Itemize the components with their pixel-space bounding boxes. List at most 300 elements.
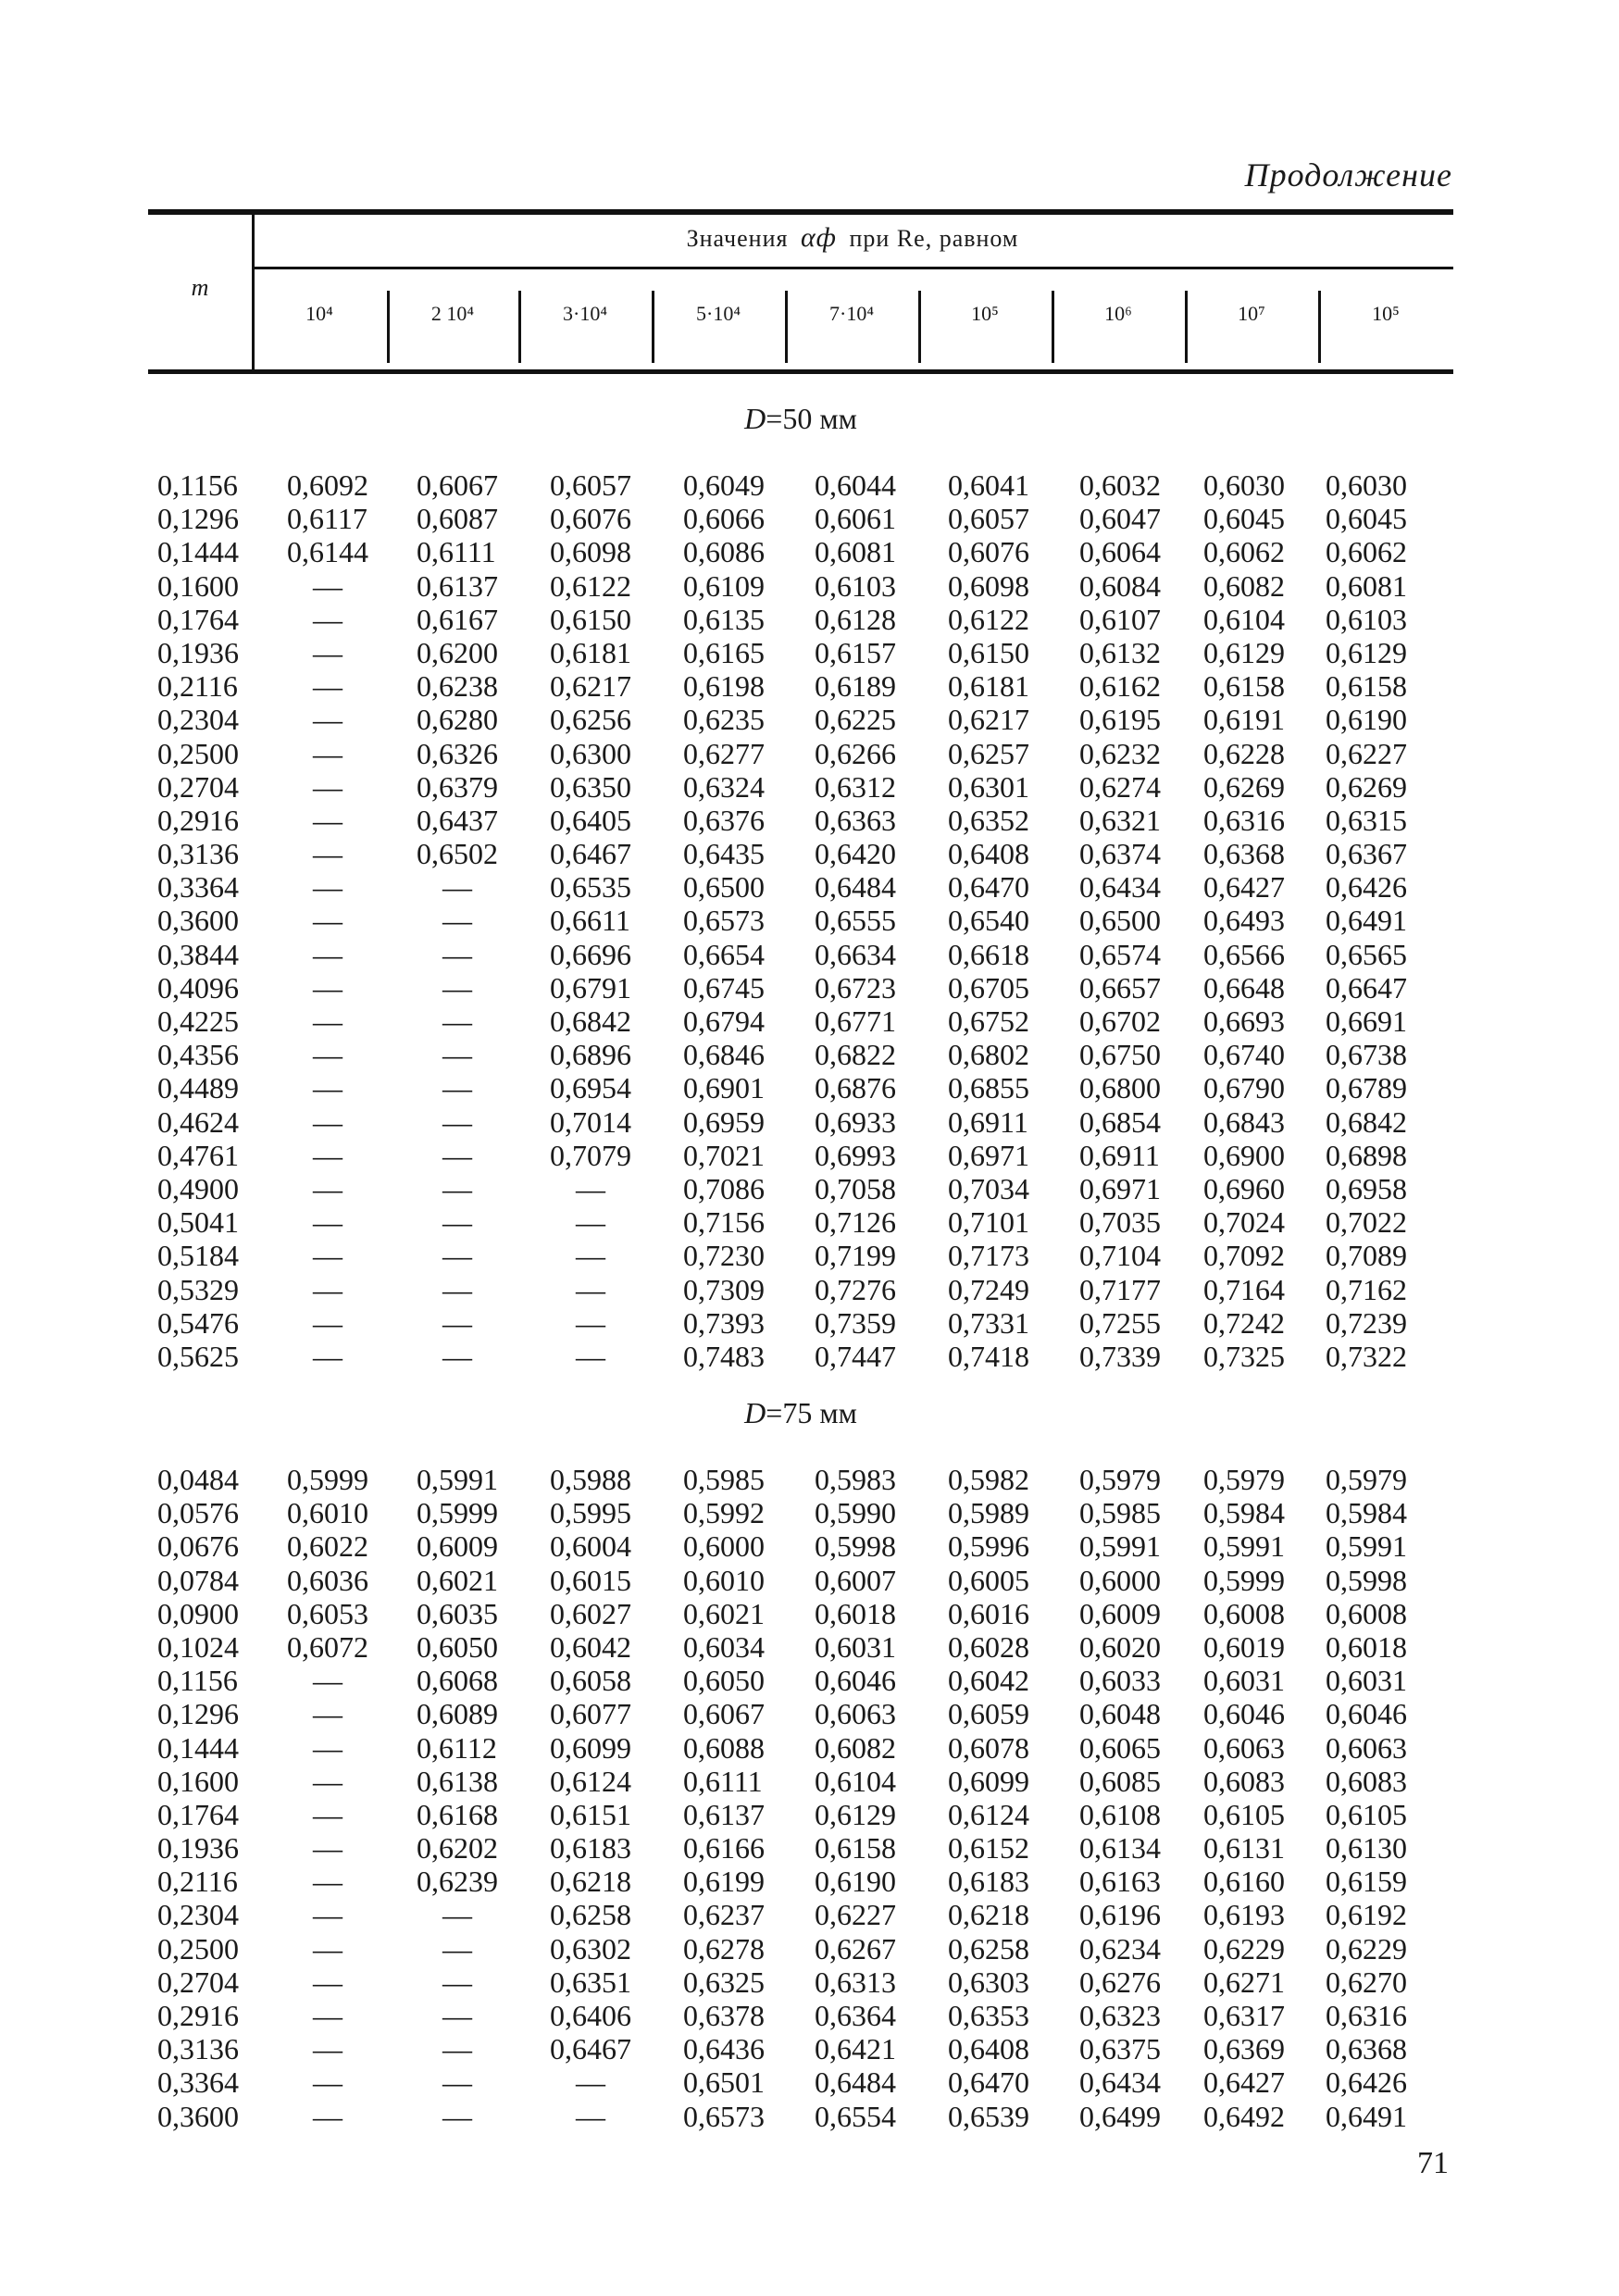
cell-alpha: 0,7162 [1326,1272,1407,1306]
cell-m: 0,5329 [157,1272,239,1306]
cell-alpha: 0,6277 [683,736,765,770]
cell-alpha: 0,7104 [1079,1239,1161,1273]
cell-alpha: 0,5988 [550,1463,631,1496]
cell-alpha: — [313,1999,342,2032]
cell-m: 0,1600 [157,568,239,603]
cell-alpha: 0,6315 [1326,803,1407,837]
cell-alpha: 0,6044 [815,468,896,502]
cell-alpha: 0,6202 [417,1831,498,1866]
cell-alpha: 0,7089 [1326,1239,1407,1273]
section-title-d75 [148,1396,1453,1430]
cell-alpha: 0,5999 [417,1496,498,1530]
cell-alpha: 0,6086 [683,535,765,569]
table-row [157,1865,1453,1898]
table-row [157,804,1453,837]
cell-alpha: 0,6083 [1326,1764,1407,1798]
column-header-re: 10⁵ [1372,302,1400,325]
cell-alpha: — [313,1205,342,1240]
cell-alpha: 0,6065 [1079,1730,1161,1765]
cell-alpha: 0,6076 [948,535,1029,569]
cell-alpha: 0,6048 [1079,1697,1161,1731]
cell-alpha: 0,6269 [1326,769,1407,804]
cell-alpha: 0,6958 [1326,1171,1407,1205]
cell-alpha: 0,5983 [815,1463,896,1496]
cell-alpha: — [442,2099,472,2133]
cell-alpha: 0,5989 [948,1496,1029,1530]
cell-alpha: 0,6168 [417,1797,498,1831]
cell-alpha: — [576,1272,605,1306]
column-header-re: 10⁴ [305,302,333,325]
cell-alpha: — [442,1004,472,1038]
cell-alpha: 0,5991 [1079,1529,1161,1564]
cell-alpha: — [442,904,472,938]
cell-alpha: — [313,1797,342,1831]
cell-alpha: 0,6053 [287,1596,368,1630]
table-row [157,1697,1453,1730]
cell-alpha: 0,6150 [550,602,631,636]
cell-m: 0,1936 [157,1831,239,1866]
cell-alpha: 0,6499 [1079,2099,1161,2133]
cell-alpha: 0,6018 [815,1596,896,1630]
cell-alpha: 0,6406 [550,1999,631,2032]
cell-alpha: 0,6041 [948,468,1029,502]
cell-alpha: 0,5979 [1203,1463,1285,1496]
cell-alpha: — [313,803,342,837]
cell-alpha: 0,6022 [287,1529,368,1564]
cell-alpha: 0,6467 [550,837,631,871]
cell-alpha: 0,6267 [815,1931,896,1965]
table-row [157,502,1453,535]
table-row [157,2065,1453,2099]
cell-alpha: 0,5998 [1326,1563,1407,1597]
cell-alpha: 0,6083 [1203,1764,1285,1798]
cell-alpha: 0,7092 [1203,1239,1285,1273]
cell-alpha: 0,6378 [683,1999,765,2032]
section-title-value: =50 мм [766,402,857,435]
cell-alpha: 0,7309 [683,1272,765,1306]
cell-alpha: 0,6618 [948,937,1029,971]
cell-alpha: 0,6162 [1079,669,1161,704]
cell-m: 0,3844 [157,937,239,971]
cell-alpha: 0,7322 [1326,1339,1407,1373]
cell-alpha: — [313,1305,342,1340]
cell-m: 0,4624 [157,1104,239,1139]
cell-alpha: 0,6539 [948,2099,1029,2133]
cell-alpha: 0,7199 [815,1239,896,1273]
cell-alpha: 0,6124 [948,1797,1029,1831]
cell-alpha: 0,7359 [815,1305,896,1340]
cell-alpha: 0,7230 [683,1239,765,1273]
cell-alpha: 0,6855 [948,1071,1029,1105]
cell-alpha: 0,6954 [550,1071,631,1105]
cell-alpha: 0,6274 [1079,769,1161,804]
cell-alpha: — [313,736,342,770]
cell-m: 0,1296 [157,502,239,536]
cell-alpha: 0,6122 [948,602,1029,636]
cell-alpha: 0,6066 [683,502,765,536]
cell-m: 0,1444 [157,535,239,569]
cell-alpha: 0,6134 [1079,1831,1161,1866]
cell-alpha: — [313,1272,342,1306]
cell-alpha: 0,6491 [1326,2099,1407,2133]
cell-alpha: 0,7173 [948,1239,1029,1273]
table-row [157,1965,1453,1999]
table-body-d75 [157,1463,1453,2133]
cell-alpha: — [313,1898,342,1932]
cell-alpha: 0,6158 [815,1831,896,1866]
cell-alpha: 0,6323 [1079,1999,1161,2032]
cell-alpha: 0,6063 [1203,1730,1285,1765]
cell-alpha: 0,7331 [948,1305,1029,1340]
cell-alpha: 0,6098 [948,568,1029,603]
cell-alpha: 0,7101 [948,1205,1029,1240]
table-row [157,2100,1453,2133]
cell-alpha: 0,6045 [1326,502,1407,536]
cell-alpha: 0,7255 [1079,1305,1161,1340]
cell-alpha: 0,6047 [1079,502,1161,536]
cell-alpha: 0,6009 [417,1529,498,1564]
cell-m: 0,0900 [157,1596,239,1630]
table-row [157,703,1453,736]
cell-alpha: 0,6971 [948,1138,1029,1172]
cell-alpha: 0,6064 [1079,535,1161,569]
cell-alpha: 0,6368 [1326,2032,1407,2066]
cell-alpha: 0,5990 [815,1496,896,1530]
cell-m: 0,2916 [157,803,239,837]
cell-alpha: 0,6408 [948,2032,1029,2066]
table-row [157,603,1453,636]
cell-alpha: 0,6312 [815,769,896,804]
table-row [157,1798,1453,1831]
cell-alpha: 0,6573 [683,2099,765,2133]
cell-alpha: 0,6112 [417,1730,497,1765]
cell-alpha: 0,6076 [550,502,631,536]
cell-alpha: 0,6691 [1326,1004,1407,1038]
cell-alpha: 0,6229 [1203,1931,1285,1965]
cell-alpha: — [442,1305,472,1340]
cell-m: 0,2500 [157,736,239,770]
cell-alpha: — [313,1104,342,1139]
cell-alpha: 0,6565 [1326,937,1407,971]
cell-alpha: 0,6426 [1326,2065,1407,2100]
cell-alpha: 0,6235 [683,703,765,737]
cell-alpha: 0,6484 [815,2065,896,2100]
cell-alpha: 0,6408 [948,837,1029,871]
cell-alpha: 0,5982 [948,1463,1029,1496]
cell-alpha: 0,7177 [1079,1272,1161,1306]
cell-alpha: 0,6566 [1203,937,1285,971]
cell-alpha: 0,6004 [550,1529,631,1564]
cell-alpha: 0,6057 [550,468,631,502]
cell-alpha: 0,6088 [683,1730,765,1765]
cell-alpha: 0,6183 [948,1865,1029,1899]
cell-alpha: 0,6648 [1203,970,1285,1004]
cell-alpha: 0,6103 [1326,602,1407,636]
cell-alpha: — [313,1831,342,1866]
cell-alpha: — [313,669,342,704]
cell-alpha: 0,6427 [1203,2065,1285,2100]
cell-alpha: 0,6368 [1203,837,1285,871]
table-row [157,971,1453,1004]
cell-alpha: 0,6574 [1079,937,1161,971]
cell-alpha: 0,6081 [1326,568,1407,603]
cell-alpha: 0,7325 [1203,1339,1285,1373]
cell-alpha: 0,6238 [417,669,498,704]
cell-alpha: 0,6705 [948,970,1029,1004]
cell-alpha: 0,5979 [1079,1463,1161,1496]
table-row [157,1932,1453,1965]
cell-alpha: 0,6046 [1326,1697,1407,1731]
cell-m: 0,3364 [157,870,239,905]
cell-alpha: — [313,1239,342,1273]
cell-alpha: 0,7035 [1079,1205,1161,1240]
cell-alpha: 0,6082 [1203,568,1285,603]
cell-alpha: 0,6128 [815,602,896,636]
cell-alpha: 0,6087 [417,502,498,536]
cell-m: 0,4761 [157,1138,239,1172]
cell-alpha: 0,6959 [683,1104,765,1139]
cell-alpha: 0,6376 [683,803,765,837]
cell-alpha: 0,6181 [550,635,631,669]
cell-alpha: 0,6067 [417,468,498,502]
cell-m: 0,1600 [157,1764,239,1798]
table-row [157,904,1453,937]
cell-alpha: 0,6654 [683,937,765,971]
cell-alpha: 0,6062 [1203,535,1285,569]
cell-alpha: 0,6192 [1326,1898,1407,1932]
cell-alpha: 0,6228 [1203,736,1285,770]
cell-alpha: 0,6693 [1203,1004,1285,1038]
cell-alpha: 0,6369 [1203,2032,1285,2066]
page-number: 71 [1417,2146,1449,2180]
cell-alpha: — [576,2099,605,2133]
cell-alpha: 0,6084 [1079,568,1161,603]
cell-alpha: 0,6008 [1203,1596,1285,1630]
cell-alpha: 0,6303 [948,1965,1029,1999]
cell-alpha: 0,6163 [1079,1865,1161,1899]
cell-m: 0,1444 [157,1730,239,1765]
table-row [157,737,1453,770]
cell-alpha: — [442,1239,472,1273]
cell-alpha: 0,5985 [683,1463,765,1496]
cell-alpha: 0,7393 [683,1305,765,1340]
cell-alpha: 0,6421 [815,2032,896,2066]
cell-alpha: — [442,1999,472,2032]
cell-alpha: 0,7249 [948,1272,1029,1306]
cell-alpha: 0,6375 [1079,2032,1161,2066]
cell-alpha: — [442,1138,472,1172]
cell-alpha: 0,6846 [683,1038,765,1072]
cell-m: 0,1024 [157,1629,239,1664]
cell-alpha: 0,6738 [1326,1038,1407,1072]
cell-alpha: 0,6280 [417,703,498,737]
cell-alpha: 0,7339 [1079,1339,1161,1373]
cell-alpha: 0,6302 [550,1931,631,1965]
cell-alpha: 0,5992 [683,1496,765,1530]
cell-m: 0,2704 [157,769,239,804]
cell-alpha: 0,6104 [1203,602,1285,636]
cell-alpha: 0,6019 [1203,1629,1285,1664]
cell-alpha: 0,6842 [1326,1104,1407,1139]
cell-alpha: — [313,2099,342,2133]
cell-alpha: 0,6554 [815,2099,896,2133]
cell-alpha: 0,6050 [417,1629,498,1664]
cell-alpha: 0,6218 [550,1865,631,1899]
cell-alpha: 0,6420 [815,837,896,871]
cell-alpha: 0,6010 [287,1496,368,1530]
cell-alpha: 0,6015 [550,1563,631,1597]
cell-m: 0,4489 [157,1071,239,1105]
cell-alpha: 0,6898 [1326,1138,1407,1172]
continuation-label: Продолжение [1244,156,1452,193]
cell-alpha: 0,7126 [815,1205,896,1240]
cell-alpha: 0,6234 [1079,1931,1161,1965]
cell-alpha: — [313,1138,342,1172]
cell-alpha: 0,6822 [815,1038,896,1072]
cell-alpha: 0,6032 [1079,468,1161,502]
cell-alpha: 0,7034 [948,1171,1029,1205]
cell-alpha: 0,7079 [550,1138,631,1172]
cell-alpha: 0,6227 [1326,736,1407,770]
cell-alpha: — [442,1171,472,1205]
cell-alpha: 0,7058 [815,1171,896,1205]
cell-alpha: 0,6802 [948,1038,1029,1072]
cell-alpha: 0,6081 [815,535,896,569]
table-row [157,2032,1453,2065]
cell-alpha: 0,6099 [550,1730,631,1765]
table-row [157,535,1453,568]
cell-m: 0,1156 [157,1664,238,1698]
cell-alpha: 0,6500 [683,870,765,905]
cell-alpha: 0,6059 [948,1697,1029,1731]
cell-alpha: 0,6696 [550,937,631,971]
cell-alpha: — [442,1038,472,1072]
column-header-re: 10⁵ [971,302,999,325]
cell-alpha: 0,6363 [815,803,896,837]
cell-alpha: 0,6190 [1326,703,1407,737]
table-row [157,1898,1453,1931]
cell-alpha: 0,7276 [815,1272,896,1306]
cell-alpha: 0,6896 [550,1038,631,1072]
cell-alpha: — [313,1730,342,1765]
cell-alpha: 0,6028 [948,1629,1029,1664]
cell-alpha: 0,6199 [683,1865,765,1899]
cell-alpha: 0,6193 [1203,1898,1285,1932]
cell-alpha: 0,7021 [683,1138,765,1172]
cell-alpha: — [442,1339,472,1373]
table-row [157,569,1453,603]
cell-alpha: 0,6266 [815,736,896,770]
cell-alpha: 0,6789 [1326,1071,1407,1105]
cell-alpha: 0,6436 [683,2032,765,2066]
cell-m: 0,5041 [157,1205,239,1240]
cell-alpha: 0,6321 [1079,803,1161,837]
cell-alpha: 0,6843 [1203,1104,1285,1139]
table-row [157,1105,1453,1139]
cell-alpha: — [442,1071,472,1105]
cell-alpha: — [313,1004,342,1038]
cell-m: 0,3136 [157,837,239,871]
cell-alpha: 0,6124 [550,1764,631,1798]
cell-alpha: — [313,1664,342,1698]
column-header-re: 2 10⁴ [430,302,475,325]
cell-alpha: 0,6105 [1326,1797,1407,1831]
table-row [157,1999,1453,2032]
cell-alpha: 0,6427 [1203,870,1285,905]
cell-alpha: — [442,1965,472,1999]
cell-alpha: 0,6144 [287,535,368,569]
cell-alpha: 0,7418 [948,1339,1029,1373]
cell-alpha: 0,6122 [550,568,631,603]
table-row [157,1172,1453,1205]
section-title-variable: D [744,402,766,435]
cell-alpha: — [576,1305,605,1340]
cell-alpha: 0,6316 [1203,803,1285,837]
cell-alpha: 0,6256 [550,703,631,737]
cell-alpha: 0,6111 [683,1764,763,1798]
cell-alpha: 0,6137 [417,568,498,603]
cell-alpha: 0,6077 [550,1697,631,1731]
cell-alpha: 0,6034 [683,1629,765,1664]
cell-alpha: 0,6435 [683,837,765,871]
cell-alpha: 0,6326 [417,736,498,770]
cell-alpha: 0,7024 [1203,1205,1285,1240]
cell-alpha: 0,6196 [1079,1898,1161,1932]
cell-alpha: 0,6092 [287,468,368,502]
cell-alpha: 0,6634 [815,937,896,971]
cell-alpha: 0,6189 [815,669,896,704]
cell-alpha: 0,6016 [948,1596,1029,1630]
cell-alpha: 0,6151 [550,1797,631,1831]
cell-alpha: — [442,1104,472,1139]
cell-alpha: 0,6009 [1079,1596,1161,1630]
cell-alpha: — [576,1205,605,1240]
cell-m: 0,0784 [157,1563,239,1597]
cell-alpha: — [313,1071,342,1105]
cell-m: 0,2500 [157,1931,239,1965]
cell-alpha: 0,6158 [1203,669,1285,704]
cell-alpha: 0,6067 [683,1697,765,1731]
cell-alpha: 0,6082 [815,1730,896,1765]
cell-alpha: 0,6351 [550,1965,631,1999]
cell-alpha: 0,6493 [1203,904,1285,938]
table-row [157,1004,1453,1038]
cell-alpha: — [576,2065,605,2100]
cell-alpha: 0,6232 [1079,736,1161,770]
cell-alpha: 0,7447 [815,1339,896,1373]
cell-alpha: 0,6050 [683,1664,765,1698]
cell-alpha: 0,6046 [1203,1697,1285,1731]
cell-alpha: 0,6278 [683,1931,765,1965]
cell-alpha: 0,6237 [683,1898,765,1932]
cell-alpha: 0,6501 [683,2065,765,2100]
cell-alpha: 0,7086 [683,1171,765,1205]
cell-alpha: — [313,1764,342,1798]
cell-alpha: 0,6200 [417,635,498,669]
cell-alpha: 0,6000 [683,1529,765,1564]
cell-alpha: 0,6129 [1326,635,1407,669]
cell-alpha: 0,6130 [1326,1831,1407,1866]
column-header-re: 5·10⁴ [696,302,741,325]
cell-alpha: — [313,1171,342,1205]
cell-alpha: 0,6108 [1079,1797,1161,1831]
cell-alpha: 0,6276 [1079,1965,1161,1999]
cell-alpha: 0,6062 [1326,535,1407,569]
cell-m: 0,4356 [157,1038,239,1072]
cell-alpha: — [313,1339,342,1373]
cell-alpha: 0,6005 [948,1563,1029,1597]
cell-alpha: 0,6611 [550,904,630,938]
